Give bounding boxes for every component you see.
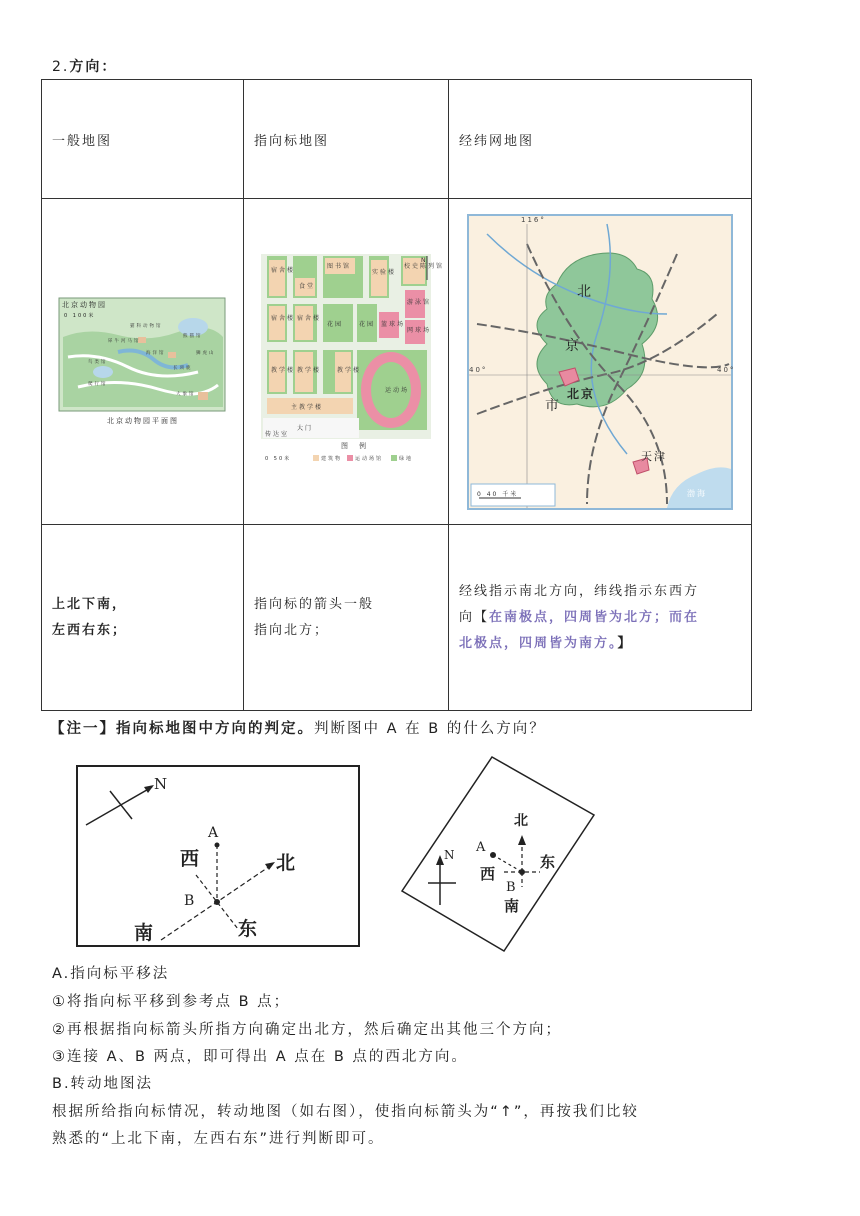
diagram1-south-label: 南 xyxy=(134,922,154,944)
zoo-label: 犀牛河马馆 xyxy=(107,338,140,344)
school-building: 实验楼 xyxy=(372,269,397,276)
diagram2-south-label: 南 xyxy=(504,897,520,915)
region-char-city: 市 xyxy=(545,397,561,414)
school-map-cell xyxy=(244,199,449,525)
school-north-label: N xyxy=(421,257,428,264)
school-building: 游泳馆 xyxy=(407,299,432,306)
table-image-row xyxy=(42,199,752,525)
zoo-label: 长颈鹿 xyxy=(172,365,192,371)
diagram2-a-label: A xyxy=(476,840,486,855)
zoo-map-caption: 北京动物园平面图 xyxy=(106,416,179,425)
arrow-map-desc xyxy=(244,525,449,711)
school-map-image xyxy=(261,254,445,469)
rotation-diagram xyxy=(400,755,596,955)
zoo-label: 鸟类馆 xyxy=(87,359,107,365)
method-a-step2: ②再根据指向标箭头所指方向确定出北方，然后确定出其他三个方向； xyxy=(52,1022,562,1038)
method-a-title: A.指向标平移法 xyxy=(52,966,170,982)
school-building: 教学楼 xyxy=(297,367,322,374)
grid-desc-bracket-close: 】 xyxy=(617,635,633,651)
school-building: 宿舍楼 xyxy=(271,267,296,274)
method-a-step3: ③连接 A、B 两点，即可得出 A 点在 B 点的西北方向。 xyxy=(52,1049,468,1065)
diagram2-n-label: N xyxy=(444,848,455,862)
school-building: 教学楼 xyxy=(271,367,296,374)
school-building: 图书馆 xyxy=(327,263,352,270)
region-char-north: 北 xyxy=(577,283,593,300)
diagram2-north-label: 北 xyxy=(514,813,528,829)
school-building: 篮球场 xyxy=(381,321,406,328)
zoo-label: 爬行馆 xyxy=(87,381,107,387)
diagram1-b-label: B xyxy=(184,893,195,909)
school-building: 宿舍楼 xyxy=(271,315,296,322)
method-b-title: B.转动地图法 xyxy=(52,1076,154,1092)
sea-label: 渤海 xyxy=(687,488,707,498)
section-heading xyxy=(52,56,117,76)
school-building: 网球场 xyxy=(407,327,432,334)
zoo-label: 狮虎山 xyxy=(195,350,215,356)
table-description-row xyxy=(42,525,752,711)
grid-desc-line2 xyxy=(459,605,741,631)
region-char-capital: 京 xyxy=(565,337,581,354)
diagram1-west-label: 西 xyxy=(180,848,200,870)
legend-green: 绿地 xyxy=(399,456,414,462)
legend-buildings: 建筑物 xyxy=(321,456,343,462)
diagram2-west-label: 西 xyxy=(480,865,496,883)
school-building: 食堂 xyxy=(299,283,316,290)
school-building: 校史陈列馆 xyxy=(404,263,445,270)
zoo-label: 大象馆 xyxy=(175,391,195,397)
tianjin-label: 天津 xyxy=(641,449,667,463)
capital-label: 北京 xyxy=(567,386,596,401)
zoo-map-image xyxy=(58,297,228,427)
note-one xyxy=(50,717,546,738)
school-scale: 0 50米 xyxy=(265,456,292,462)
header-general-map: 一般地图 xyxy=(42,80,244,199)
school-building: 教学楼 xyxy=(337,367,362,374)
note-question: 判断图中 A 在 B 的什么方向？ xyxy=(314,721,546,737)
latitude-right-label: 40° xyxy=(717,365,736,374)
zoo-map-scale: 0 100米 xyxy=(63,312,95,319)
note-title: 【注一】指向标地图中方向的判定。 xyxy=(50,721,314,737)
general-desc-line1: 上北下南， xyxy=(52,596,128,612)
grid-desc-highlight2: 北极点，四周皆为南方。 xyxy=(459,635,618,651)
beijing-scale: 0 40 千米 xyxy=(477,490,519,498)
school-building: 花园 xyxy=(327,321,344,328)
section-number: 2. xyxy=(52,59,70,75)
grid-map-desc xyxy=(449,525,752,711)
legend-sports: 运动场馆 xyxy=(355,456,384,462)
table-header-row xyxy=(42,80,752,199)
longitude-label: 116° xyxy=(521,215,546,224)
zoo-label: 猫科动物馆 xyxy=(129,323,162,329)
section-title: 方向： xyxy=(69,59,118,75)
zoo-label: 海洋馆 xyxy=(145,350,165,356)
general-desc-line2: 左西右东； xyxy=(52,622,128,638)
diagram1-east-label: 东 xyxy=(238,918,258,940)
diagram2-b-label: B xyxy=(506,880,516,895)
school-building: 传达室 xyxy=(265,431,290,438)
grid-desc-highlight1: 在南极点，四周皆为北方；而在 xyxy=(489,609,700,625)
translation-diagram xyxy=(76,765,362,949)
grid-desc-line1: 经线指示南北方向，纬线指示东西方 xyxy=(459,583,700,599)
grid-desc-bracket-open: 向【 xyxy=(459,609,490,625)
grid-desc-line3 xyxy=(459,631,741,657)
direction-table xyxy=(41,79,752,711)
header-arrow-map: 指向标地图 xyxy=(244,80,449,199)
general-map-desc xyxy=(42,525,244,711)
school-building: 花园 xyxy=(359,321,376,328)
zoo-label: 熊猫馆 xyxy=(182,333,202,339)
method-a-step1: ①将指向标平移到参考点 B 点； xyxy=(52,994,291,1010)
zoo-map-title: 北京动物园 xyxy=(61,300,107,309)
school-building: 主教学楼 xyxy=(291,404,324,411)
diagram1-north-label: 北 xyxy=(276,852,296,874)
arrow-desc-line1: 指向标的箭头一般 xyxy=(254,596,375,612)
zoo-map-cell xyxy=(42,199,244,525)
beijing-map-image xyxy=(467,214,736,510)
latitude-left-label: 40° xyxy=(469,365,488,374)
school-legend-title: 图 例 xyxy=(341,442,368,450)
school-building: 大门 xyxy=(297,425,314,432)
method-b-desc-line2: 熟悉的“上北下南，左西右东”进行判断即可。 xyxy=(52,1131,385,1147)
beijing-map-cell xyxy=(449,199,752,525)
header-grid-map: 经纬网地图 xyxy=(449,80,752,199)
diagram1-n-label: N xyxy=(154,775,168,793)
diagram1-a-label: A xyxy=(208,825,219,841)
school-building: 运动场 xyxy=(385,387,410,394)
diagram2-east-label: 东 xyxy=(540,853,556,871)
school-building: 宿舍楼 xyxy=(297,315,322,322)
arrow-desc-line2: 指向北方； xyxy=(254,622,330,638)
method-b-desc-line1: 根据所给指向标情况，转动地图（如右图），使指向标箭头为“↑”，再按我们比较 xyxy=(52,1104,639,1120)
